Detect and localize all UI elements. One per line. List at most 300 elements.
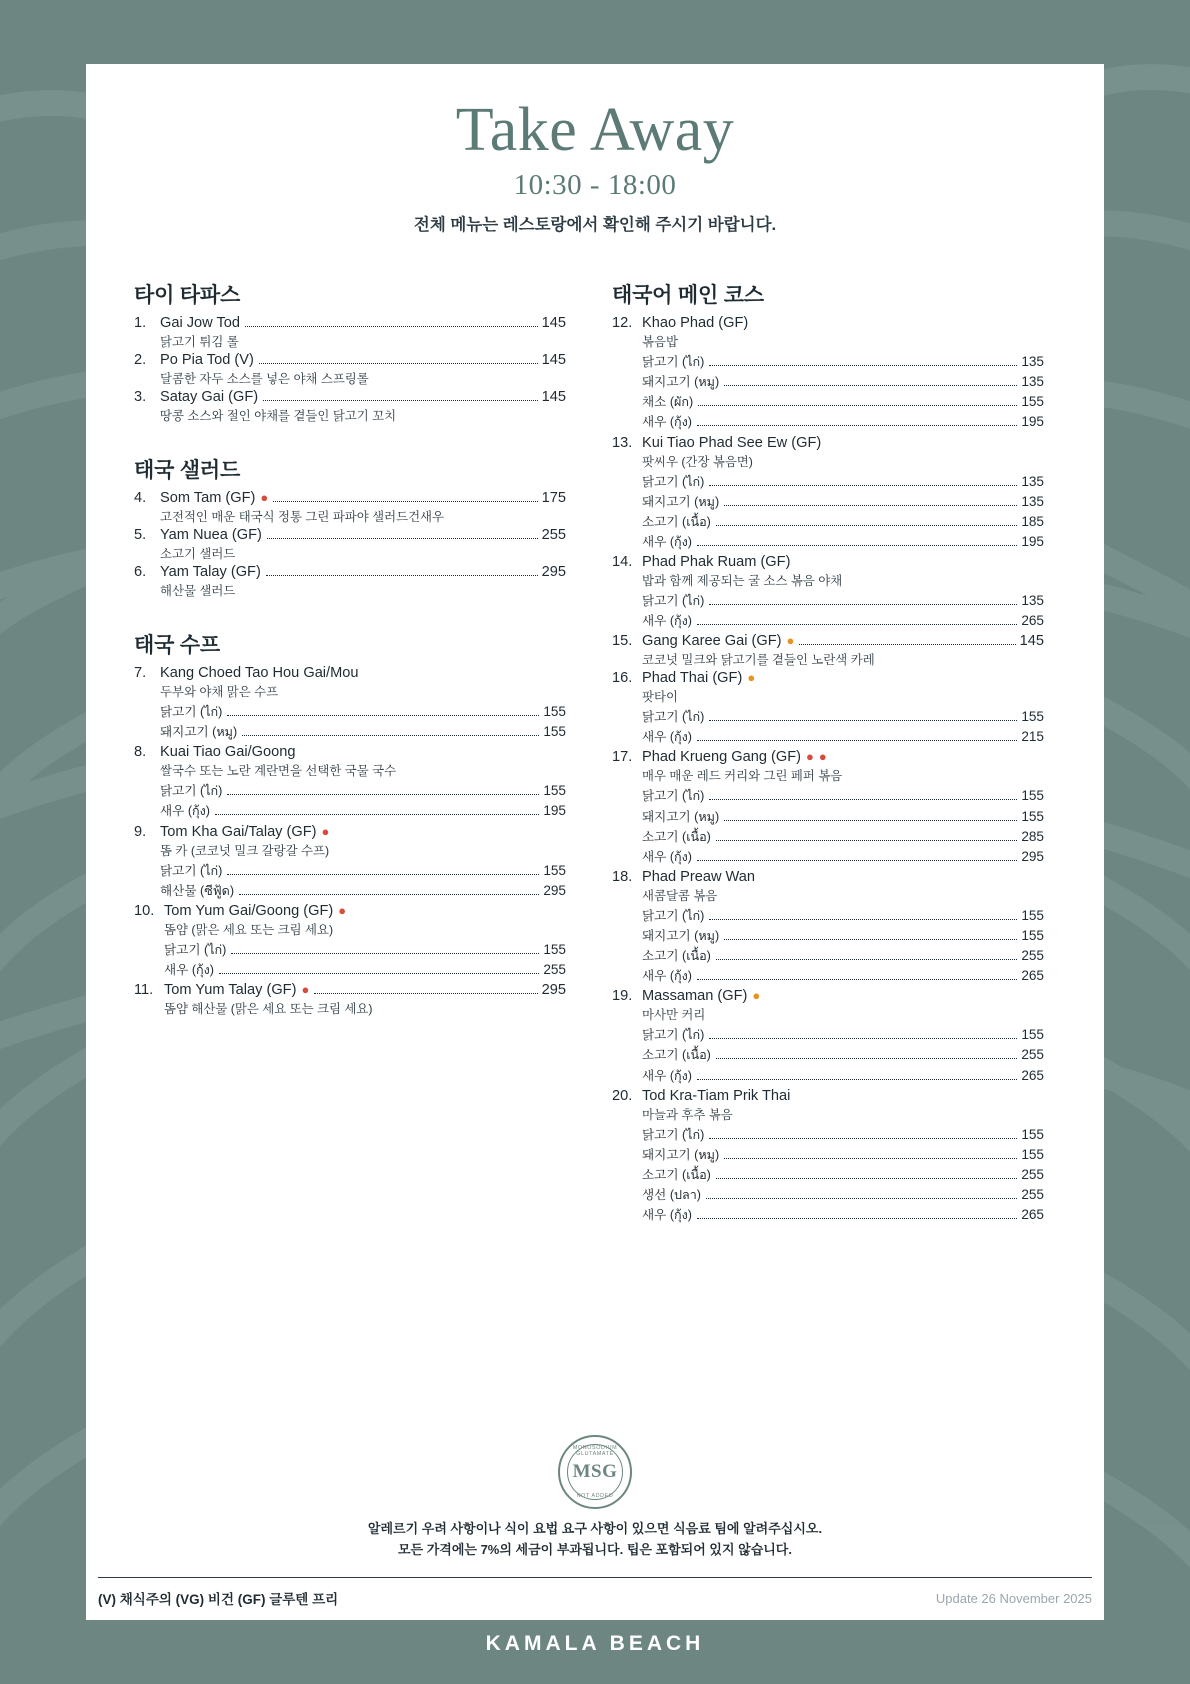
mild-dot-icon: ● — [747, 670, 756, 686]
update-date: Update 26 November 2025 — [935, 1590, 1092, 1606]
menu-option-price: 155 — [543, 941, 566, 957]
menu-option-price: 155 — [543, 724, 566, 740]
menu-item-description: 마늘과 후추 볶음 — [642, 1107, 733, 1122]
leader-dots — [724, 820, 1017, 821]
menu-item-price: 145 — [541, 389, 566, 406]
header-note: 전체 메뉴는 레스토랑에서 확인해 주시기 바랍니다. — [413, 216, 777, 235]
menu-option-label: 소고기 (เนื้อ) — [642, 1048, 711, 1063]
menu-option-price: 195 — [1021, 533, 1044, 549]
menu-option-label: 새우 (กุ้ง) — [642, 1208, 692, 1223]
menu-item-price: 145 — [1019, 633, 1044, 650]
menu-item-number: 14. — [612, 553, 633, 570]
leader-dots — [314, 993, 537, 994]
menu-page — [86, 64, 1104, 1620]
menu-item-description: 땅콩 소스와 절인 야채를 곁들인 닭고기 꼬치 — [160, 409, 397, 424]
leader-dots — [799, 644, 1015, 645]
menu-item-price: 295 — [541, 564, 566, 581]
leader-dots — [698, 405, 1017, 406]
menu-item-description: 매우 매운 레드 커리와 그린 페퍼 볶음 — [642, 769, 843, 784]
menu-item-number: 12. — [612, 315, 633, 332]
allergy-notice — [86, 1519, 1104, 1577]
menu-option-price: 135 — [1021, 473, 1044, 489]
brand-logo — [0, 1575, 1190, 1656]
spicy-dot-icon: ● — [818, 749, 827, 765]
mild-dot-icon: ● — [786, 633, 795, 649]
menu-item-description: 소고기 샐러드 — [160, 547, 236, 562]
menu-item-description: 두부와 야채 맑은 수프 — [160, 685, 279, 700]
menu-item-number: 7. — [134, 665, 147, 682]
leader-dots — [716, 959, 1017, 960]
menu-item-head — [134, 903, 566, 919]
menu-item — [612, 988, 1044, 1085]
menu-option-price: 155 — [1021, 808, 1044, 824]
menu-item-number: 11. — [134, 981, 154, 998]
menu-item-head — [134, 982, 566, 998]
menu-item — [134, 903, 566, 980]
menu-option-row — [642, 1145, 1044, 1165]
menu-column-left — [134, 279, 566, 1227]
menu-item — [612, 749, 1044, 866]
menu-option-price: 155 — [1021, 1126, 1044, 1142]
menu-item-options — [642, 1125, 1044, 1226]
menu-option-price: 215 — [1021, 729, 1044, 745]
leader-dots — [245, 326, 538, 327]
menu-item-options — [164, 940, 566, 980]
leader-dots — [697, 1079, 1017, 1080]
leader-dots — [697, 860, 1017, 861]
menu-item — [134, 824, 566, 901]
brand-name: SUNPRIME — [443, 1575, 719, 1627]
menu-item-name: Khao Phad (GF) — [642, 315, 749, 332]
leader-dots — [697, 1218, 1017, 1219]
menu-option-row — [642, 372, 1044, 392]
menu-item-name: Gang Karee Gai (GF) — [642, 633, 782, 650]
leader-dots — [219, 973, 539, 974]
menu-option-price: 195 — [1021, 414, 1044, 430]
menu-option-label: 닭고기 (ไก่) — [164, 942, 227, 957]
menu-option-label: 돼지고기 (หมู) — [642, 375, 720, 390]
leader-dots — [697, 979, 1017, 980]
leader-dots — [273, 501, 537, 502]
menu-option-price: 265 — [1021, 613, 1044, 629]
spicy-dot-icon: ● — [806, 749, 814, 765]
leader-dots — [697, 545, 1017, 546]
menu-option-row — [642, 906, 1044, 926]
menu-option-label: 돼지고기 (หมู) — [642, 1147, 720, 1162]
menu-item-description: 볶음밥 — [642, 335, 678, 350]
menu-item-head — [134, 824, 566, 840]
menu-option-price: 155 — [543, 704, 566, 720]
menu-item-number: 5. — [134, 527, 147, 544]
menu-option-label: 새우 (กุ้ง) — [642, 534, 692, 549]
leader-dots — [227, 874, 539, 875]
leader-dots — [709, 485, 1017, 486]
menu-item-head — [612, 554, 1044, 570]
menu-header — [86, 64, 1104, 235]
menu-item — [134, 665, 566, 742]
page-title: Take Away — [455, 96, 735, 164]
menu-option-row — [160, 801, 566, 821]
allergy-line-1: 알레르기 우려 사항이나 식이 요법 요구 사항이 있으면 식음료 팀에 알려주십시오. — [367, 1521, 823, 1537]
menu-option-label: 생선 (ปลา) — [642, 1187, 702, 1202]
menu-item-name: Kuai Tiao Gai/Goong — [160, 744, 296, 761]
menu-option-row — [642, 492, 1044, 512]
menu-option-label: 닭고기 (ไก่) — [642, 355, 705, 370]
menu-option-row — [160, 861, 566, 881]
menu-item-name: Yam Nuea (GF) — [160, 527, 262, 544]
menu-item-number: 20. — [612, 1087, 633, 1104]
leader-dots — [709, 1138, 1017, 1139]
menu-option-row — [160, 881, 566, 901]
menu-item-head — [134, 352, 566, 368]
menu-item-description: 똠얌 (맑은 세요 또는 크림 세요) — [164, 922, 334, 937]
dietary-legend: (V) 채식주의 (VG) 비건 (GF) 글루텐 프리 — [98, 1592, 339, 1607]
menu-option-row — [642, 1045, 1044, 1065]
menu-item-head — [134, 665, 566, 681]
menu-item — [612, 435, 1044, 552]
brand-location: KAMALA BEACH — [485, 1632, 705, 1655]
menu-option-label: 닭고기 (ไก่) — [642, 1127, 705, 1142]
menu-option-price: 295 — [543, 882, 566, 898]
menu-option-label: 새우 (กุ้ง) — [642, 730, 692, 745]
menu-option-row — [160, 722, 566, 742]
badge-text: MSG — [572, 1461, 618, 1483]
menu-option-row — [642, 926, 1044, 946]
menu-item — [612, 315, 1044, 432]
menu-item-description: 달콤한 자두 소스를 넣은 야채 스프링롤 — [160, 372, 369, 387]
menu-item-head — [134, 564, 566, 580]
menu-option-price: 155 — [543, 783, 566, 799]
menu-option-label: 닭고기 (ไก่) — [642, 1028, 705, 1043]
menu-option-price: 255 — [1021, 1186, 1044, 1202]
menu-option-price: 285 — [1021, 828, 1044, 844]
menu-item — [134, 352, 566, 387]
leader-dots — [716, 525, 1017, 526]
section-title-thai-main-course: 태국어 메인 코스 — [612, 284, 764, 308]
menu-option-price: 295 — [1021, 848, 1044, 864]
menu-option-label: 채소 (ผัก) — [642, 395, 694, 410]
service-hours: 10:30 - 18:00 — [513, 169, 677, 202]
menu-option-row — [642, 1025, 1044, 1045]
menu-item-number: 1. — [134, 315, 147, 332]
menu-item-options — [160, 702, 566, 742]
menu-option-row — [642, 1066, 1044, 1086]
menu-option-label: 소고기 (เนื้อ) — [642, 1167, 711, 1182]
menu-item-head — [612, 670, 1044, 686]
menu-option-price: 265 — [1021, 968, 1044, 984]
menu-option-label: 소고기 (เนื้อ) — [642, 514, 711, 529]
menu-option-row — [164, 940, 566, 960]
menu-item-head — [134, 315, 566, 331]
menu-item-number: 4. — [134, 490, 147, 507]
menu-option-row — [642, 786, 1044, 806]
menu-option-row — [642, 847, 1044, 867]
leader-dots — [709, 720, 1017, 721]
menu-option-row — [642, 512, 1044, 532]
menu-option-label: 닭고기 (ไก่) — [642, 908, 705, 923]
section-title-thai-tapas: 타이 타파스 — [134, 284, 241, 308]
menu-item — [134, 744, 566, 821]
menu-option-label: 닭고기 (ไก่) — [642, 593, 705, 608]
menu-option-label: 새우 (กุ้ง) — [642, 849, 692, 864]
menu-item — [134, 564, 566, 599]
leader-dots — [267, 538, 538, 539]
menu-item-head — [134, 389, 566, 405]
menu-option-row — [642, 412, 1044, 432]
leader-dots — [709, 1038, 1017, 1039]
leader-dots — [724, 505, 1017, 506]
leader-dots — [231, 953, 539, 954]
menu-option-label: 돼지고기 (หมู) — [642, 494, 720, 509]
menu-option-price: 155 — [1021, 1027, 1044, 1043]
menu-option-label: 닭고기 (ไก่) — [642, 474, 705, 489]
menu-item-number: 9. — [134, 823, 147, 840]
menu-option-row — [642, 1205, 1044, 1225]
menu-item — [134, 982, 566, 1017]
menu-item-description: 밥과 함께 제공되는 굴 소스 볶음 야채 — [642, 573, 843, 588]
menu-item-number: 13. — [612, 434, 633, 451]
spicy-dot-icon: ● — [260, 490, 269, 506]
menu-item-description: 새콤달콤 볶음 — [642, 888, 718, 903]
menu-option-label: 새우 (กุ้ง) — [642, 415, 692, 430]
menu-option-label: 닭고기 (ไก่) — [642, 710, 705, 725]
leader-dots — [697, 740, 1017, 741]
menu-option-price: 255 — [1021, 948, 1044, 964]
menu-option-price: 135 — [1021, 374, 1044, 390]
leader-dots — [227, 794, 539, 795]
leader-dots — [706, 1198, 1017, 1199]
menu-item-options — [642, 906, 1044, 986]
leader-dots — [709, 604, 1017, 605]
menu-item-price: 175 — [541, 490, 566, 507]
menu-item-options — [642, 472, 1044, 552]
menu-item-name: Po Pia Tod (V) — [160, 352, 254, 369]
menu-option-price: 195 — [543, 803, 566, 819]
menu-option-label: 소고기 (เนื้อ) — [642, 829, 711, 844]
menu-option-label: 새우 (กุ้ง) — [642, 969, 692, 984]
leader-dots — [716, 1178, 1017, 1179]
leader-dots — [697, 425, 1017, 426]
menu-option-row — [642, 352, 1044, 372]
menu-column-right — [612, 279, 1044, 1227]
menu-option-row — [642, 392, 1044, 412]
menu-item-options — [642, 707, 1044, 747]
menu-option-label: 돼지고기 (หมู) — [642, 928, 720, 943]
menu-option-price: 155 — [1021, 907, 1044, 923]
menu-item-description: 팟씨우 (간장 볶음면) — [642, 454, 753, 469]
menu-item-name: Tom Yum Gai/Goong (GF) — [164, 902, 334, 919]
menu-option-row — [164, 960, 566, 980]
menu-option-label: 새우 (กุ้ง) — [160, 804, 210, 819]
menu-item — [612, 869, 1044, 986]
menu-option-price: 155 — [1021, 788, 1044, 804]
menu-item-description: 해산물 샐러드 — [160, 584, 236, 599]
leader-dots — [239, 894, 539, 895]
menu-option-row — [642, 946, 1044, 966]
spicy-dot-icon: ● — [321, 823, 330, 839]
menu-columns — [86, 235, 1104, 1227]
menu-item-head — [612, 988, 1044, 1004]
menu-item-description: 닭고기 튀김 롤 — [160, 335, 239, 350]
menu-item-head — [134, 744, 566, 760]
leader-dots — [724, 1158, 1017, 1159]
menu-option-row — [642, 727, 1044, 747]
menu-item-name: Massaman (GF) — [642, 988, 748, 1005]
leader-dots — [716, 840, 1017, 841]
leader-dots — [227, 715, 539, 716]
menu-option-row — [642, 707, 1044, 727]
menu-item-description: 마사만 커리 — [642, 1008, 706, 1023]
menu-option-label: 새우 (กุ้ง) — [164, 962, 214, 977]
menu-option-row — [160, 702, 566, 722]
menu-item — [612, 554, 1044, 631]
section-title-thai-salad: 태국 샐러드 — [134, 459, 241, 483]
menu-option-label: 해산물 (ซีฟู้ด) — [160, 883, 235, 898]
menu-option-price: 255 — [543, 961, 566, 977]
menu-option-label: 닭고기 (ไก่) — [160, 705, 223, 720]
menu-item-number: 19. — [612, 988, 633, 1005]
menu-item-options — [160, 861, 566, 901]
badge-arc-top: MONOSODIUM GLUTAMATE — [572, 1445, 618, 1458]
menu-item-name: Satay Gai (GF) — [160, 389, 259, 406]
menu-option-label: 닭고기 (ไก่) — [160, 784, 223, 799]
menu-item-name: Kang Choed Tao Hou Gai/Mou — [160, 665, 359, 682]
menu-item-description: 똠 카 (코코넛 밀크 갈랑갈 수프) — [160, 843, 330, 858]
menu-item-options — [642, 352, 1044, 432]
menu-option-price: 155 — [1021, 709, 1044, 725]
menu-option-price: 265 — [1021, 1067, 1044, 1083]
menu-item-number: 15. — [612, 633, 633, 650]
menu-option-label: 소고기 (เนื้อ) — [642, 949, 711, 964]
menu-item-name: Phad Krueng Gang (GF) — [642, 749, 801, 766]
menu-item-name: Phad Thai (GF) — [642, 670, 743, 687]
menu-option-row — [642, 1185, 1044, 1205]
menu-item — [612, 1088, 1044, 1226]
menu-option-row — [642, 472, 1044, 492]
menu-item-description: 쌀국수 또는 노란 계란면을 선택한 국물 국수 — [160, 764, 397, 779]
leader-dots — [259, 363, 538, 364]
badge-arc-bottom: NOT ADDED — [576, 1493, 614, 1500]
menu-item-options — [160, 781, 566, 821]
menu-option-price: 135 — [1021, 592, 1044, 608]
menu-item-number: 16. — [612, 670, 633, 687]
menu-item-description: 팟타이 — [642, 690, 678, 705]
menu-item-name: Phad Phak Ruam (GF) — [642, 553, 791, 570]
menu-item-number: 10. — [134, 902, 155, 919]
menu-item-price: 145 — [541, 315, 566, 332]
menu-item-description: 코코넛 밀크와 닭고기를 곁들인 노란색 카레 — [642, 653, 875, 668]
menu-item — [134, 315, 566, 350]
menu-option-row — [642, 611, 1044, 631]
allergy-line-2: 모든 가격에는 7%의 세금이 부과됩니다. 팁은 포함되어 있지 않습니다. — [398, 1542, 792, 1558]
menu-item — [612, 670, 1044, 747]
spicy-dot-icon: ● — [301, 981, 310, 997]
mild-dot-icon: ● — [752, 988, 761, 1004]
menu-item-price: 145 — [541, 352, 566, 369]
section-title-thai-soup: 태국 수프 — [134, 634, 220, 658]
menu-item-price: 255 — [541, 527, 566, 544]
menu-option-price: 255 — [1021, 1047, 1044, 1063]
menu-item-number: 2. — [134, 352, 147, 369]
leader-dots — [724, 939, 1017, 940]
menu-item-number: 17. — [612, 749, 633, 766]
menu-option-label: 새우 (กุ้ง) — [642, 614, 692, 629]
menu-option-price: 265 — [1021, 1207, 1044, 1223]
leader-dots — [716, 1058, 1017, 1059]
menu-item — [134, 389, 566, 424]
leader-dots — [263, 400, 538, 401]
menu-item-description: 고전적인 매운 태국식 정통 그린 파파야 샐러드건새우 — [160, 510, 444, 525]
menu-option-row — [642, 807, 1044, 827]
leader-dots — [724, 385, 1017, 386]
menu-option-row — [642, 591, 1044, 611]
menu-option-label: 닭고기 (ไก่) — [160, 863, 223, 878]
menu-option-row — [642, 966, 1044, 986]
menu-option-price: 155 — [543, 862, 566, 878]
menu-option-price: 135 — [1021, 354, 1044, 370]
menu-item-name: Kui Tiao Phad See Ew (GF) — [642, 434, 822, 451]
menu-option-row — [642, 532, 1044, 552]
menu-option-label: 돼지고기 (หมู) — [160, 725, 238, 740]
leader-dots — [709, 365, 1017, 366]
menu-item-name: Tom Kha Gai/Talay (GF) — [160, 823, 317, 840]
menu-item-number: 18. — [612, 868, 633, 885]
menu-option-price: 135 — [1021, 493, 1044, 509]
menu-item-name: Tom Yum Talay (GF) — [164, 981, 297, 998]
menu-item — [134, 527, 566, 562]
menu-item-name: Som Tam (GF) — [160, 490, 256, 507]
menu-option-label: 닭고기 (ไก่) — [642, 789, 705, 804]
menu-item-description: 똠얌 해산물 (맑은 세요 또는 크림 세요) — [164, 1001, 373, 1016]
menu-item-head — [612, 1088, 1044, 1104]
wave-icon: ≈ — [724, 1576, 747, 1614]
leader-dots — [709, 919, 1017, 920]
menu-item-head — [134, 490, 566, 506]
menu-item-head — [612, 869, 1044, 885]
leader-dots — [266, 575, 538, 576]
leader-dots — [709, 799, 1017, 800]
leader-dots — [215, 814, 539, 815]
menu-item-options — [642, 591, 1044, 631]
menu-option-row — [642, 1165, 1044, 1185]
msg-no-added-badge — [558, 1435, 632, 1509]
leader-dots — [242, 735, 539, 736]
menu-item-number: 6. — [134, 564, 147, 581]
menu-option-label: 새우 (กุ้ง) — [642, 1068, 692, 1083]
menu-item-price: 295 — [541, 981, 566, 998]
menu-item — [134, 490, 566, 525]
menu-item — [612, 633, 1044, 668]
menu-option-price: 185 — [1021, 513, 1044, 529]
menu-item-name: Tod Kra-Tiam Prik Thai — [642, 1087, 791, 1104]
menu-item-head — [134, 527, 566, 543]
menu-item-head — [612, 749, 1044, 765]
menu-item-options — [642, 786, 1044, 866]
menu-item-head — [612, 633, 1044, 649]
menu-item-name: Yam Talay (GF) — [160, 564, 261, 581]
menu-item-number: 3. — [134, 389, 147, 406]
menu-option-price: 155 — [1021, 1146, 1044, 1162]
menu-option-row — [642, 1125, 1044, 1145]
menu-item-name: Phad Preaw Wan — [642, 868, 756, 885]
menu-option-row — [642, 827, 1044, 847]
menu-item-options — [642, 1025, 1044, 1085]
leader-dots — [697, 624, 1017, 625]
menu-option-label: 돼지고기 (หมู) — [642, 809, 720, 824]
spicy-dot-icon: ● — [338, 902, 347, 918]
menu-option-price: 155 — [1021, 927, 1044, 943]
menu-item-head — [612, 435, 1044, 451]
